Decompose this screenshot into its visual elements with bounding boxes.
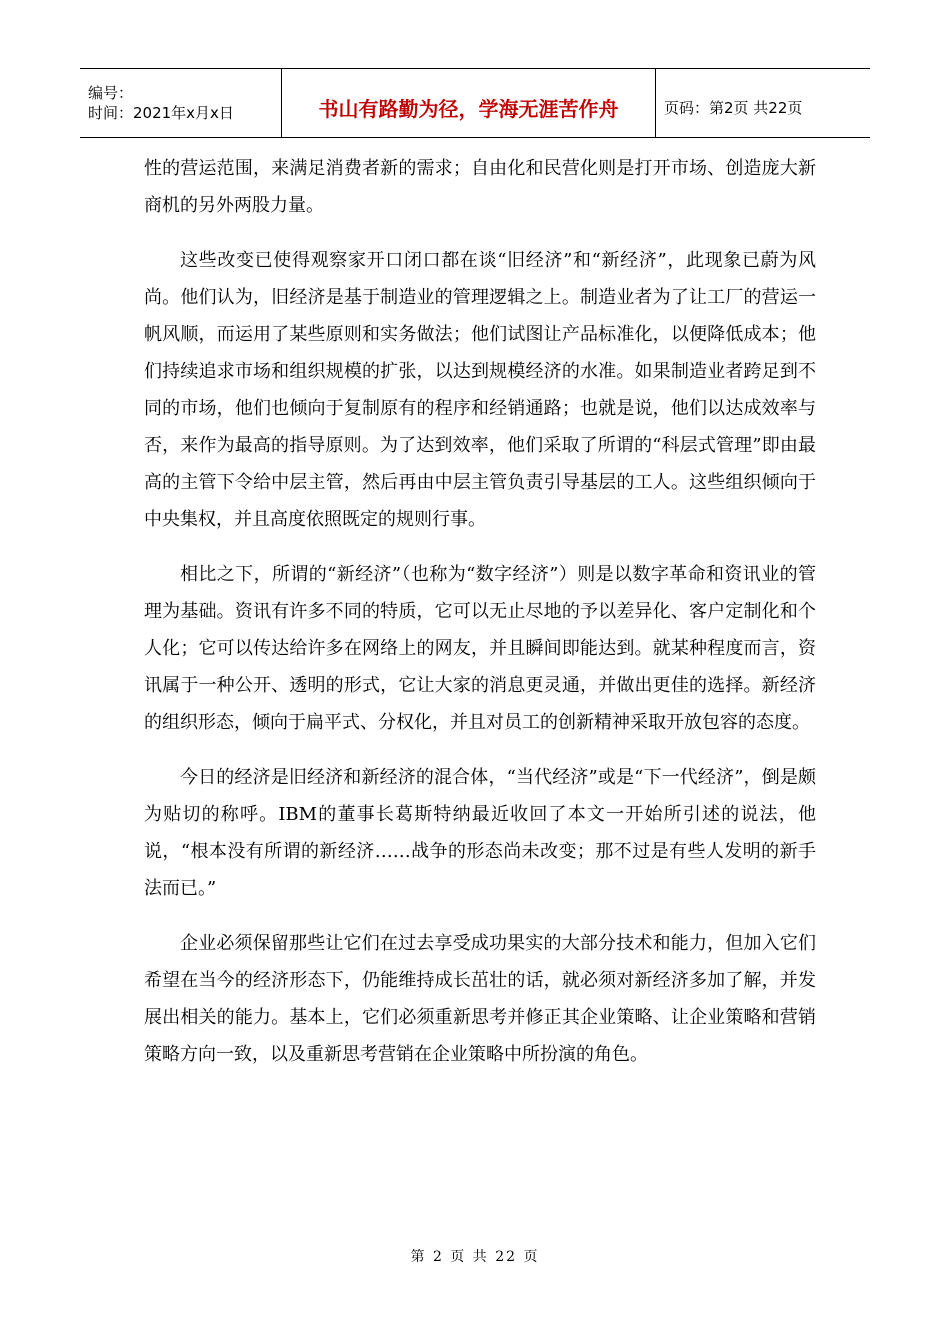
page-footer: 第 2 页 共 22 页 [410, 1249, 540, 1265]
header-meta [80, 69, 282, 137]
header-motto-cell [282, 69, 656, 137]
paragraph-3: 相比之下，所谓的“新经济”（也称为“数字经济”）则是以数字革命和资讯业的管理为基础。资讯有许多不同的特质，它可以无止尽地的予以差异化、客户定制化和个人化；它可以传达给许多在网络上的网友，并且瞬间即能达到。就某种程度而言，资讯属于一种公开、透明的形式，它让大家的消息更灵通，并做出更佳的选择。新经济的组织形态，倾向于扁平式、分权化，并且对员工的创新精神采取开放包容的态度。 [144, 564, 816, 733]
header-page-cell [656, 69, 870, 137]
page-header [80, 68, 870, 138]
document-body [144, 150, 816, 1091]
paragraph-5: 企业必须保留那些让它们在过去享受成功果实的大部分技术和能力，但加入它们希望在当今的经济形态下，仍能维持成长茁壮的话，就必须对新经济多加了解，并发展出相关的能力。基本上，它们必须重新思考并修正其企业策略、让企业策略和营销策略方向一致，以及重新思考营销在企业策略中所扮演的角色。 [144, 933, 816, 1065]
header-motto: 书山有路勤为径，学海无涯苦作舟 [318, 96, 619, 121]
paragraph-4: 今日的经济是旧经济和新经济的混合体，“当代经济”或是“下一代经济”，倒是颇为贴切的称呼。IBM的董事长葛斯特纳最近收回了本文一开始所引述的说法，他说，“根本没有所谓的新经济……战争的形态尚未改变；那不过是有些人发明的新手法而已。” [144, 767, 816, 899]
header-page-number: 页码：第2页 共22页 [664, 98, 803, 117]
document-time-label: 时间：2021年x月x日 [88, 104, 234, 122]
paragraph-1: 性的营运范围，来满足消费者新的需求；自由化和民营化则是打开市场、创造庞大新商机的另外两股力量。 [144, 158, 816, 216]
document-number-label: 编号： [88, 84, 134, 102]
paragraph-2: 这些改变已使得观察家开口闭口都在谈“旧经济”和“新经济”，此现象已蔚为风尚。他们认为，旧经济是基于制造业的管理逻辑之上。制造业者为了让工厂的营运一帆风顺，而运用了某些原则和实务做法；他们试图让产品标准化，以便降低成本；他们持续追求市场和组织规模的扩张，以达到规模经济的水准。如果制造业者跨足到不同的市场，他们也倾向于复制原有的程序和经销通路；也就是说，他们以达成效率与否，来作为最高的指导原则。为了达到效率，他们采取了所谓的“科层式管理”即由最高的主管下令给中层主管，然后再由中层主管负责引导基层的工人。这些组织倾向于中央集权，并且高度依照既定的规则行事。 [144, 250, 816, 530]
